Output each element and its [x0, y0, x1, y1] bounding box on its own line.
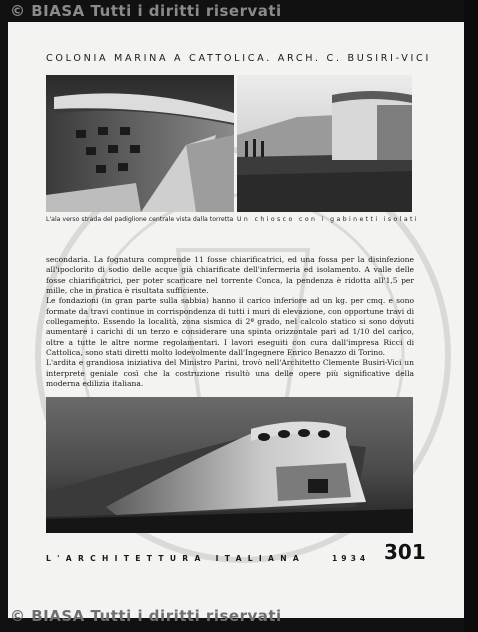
- copyright-watermark-top: © BIASA Tutti i diritti riservati: [10, 2, 282, 20]
- publication-year: 1934: [332, 554, 370, 563]
- body-paragraph: L'ardita e grandiosa iniziativa del Ministro Parini, trovò nell'Architetto Clemente Busiri-Vici un interprete geniale così che la costruzione risultò una delle opere più significative della moderna edilizia italiana.: [46, 358, 414, 389]
- magazine-title: L'ARCHITETTURA ITALIANA: [46, 554, 306, 563]
- copyright-watermark-bottom: © BIASA Tutti i diritti riservati: [10, 607, 282, 625]
- body-paragraph: secondaria. La fognatura comprende 11 fosse chiarificatrici, ed una fossa per la disinfezione all'ipoclorito di sodio delle acque già chiarificate dell'infermeria ed isolamento. A valle delle fosse chiarificatrici, per poter scaricare nel torrente Conca, la pendenza è ridotta all'1,5 per mille, che in pratica è risultata sufficiente.: [46, 255, 414, 296]
- page-number: 301: [384, 540, 426, 564]
- photo-kiosk: [237, 75, 412, 212]
- scan-edge: [464, 0, 478, 632]
- body-paragraph: Le fondazioni (in gran parte sulla sabbia) hanno il carico inferiore ad un kg. per cmq. e sono formate da travi continue in corrispondenza di tutti i muri di elevazione, con opportune travi di collegamento. Essendo la località, zona sismica di 2ª grado, nel calcolo statico si sono dovuti aumentare i carichi di un terzo e considerare una spinta orizzontale pari ad 1/10 del carico, oltre a tutte le altre norme regolamentari. I lavori eseguiti con cura dall'impresa Ricci di Cattolica, sono stati diretti molto lodevolmente dall'Ingegnere Enrico Benazzo di Torino.: [46, 296, 414, 358]
- article-body: [46, 255, 414, 389]
- article-header: COLONIA MARINA A CATTOLICA. ARCH. C. BUSIRI-VICI: [46, 53, 431, 64]
- photo-pavilion-wing: [46, 75, 234, 212]
- photo-caption-kiosk: Un chiosco con i gabinetti isolati: [237, 216, 420, 223]
- photo-colony-building: [46, 397, 413, 533]
- photo-caption-pavilion: L'ala verso strada del padiglione centrale vista dalla torretta: [46, 216, 234, 223]
